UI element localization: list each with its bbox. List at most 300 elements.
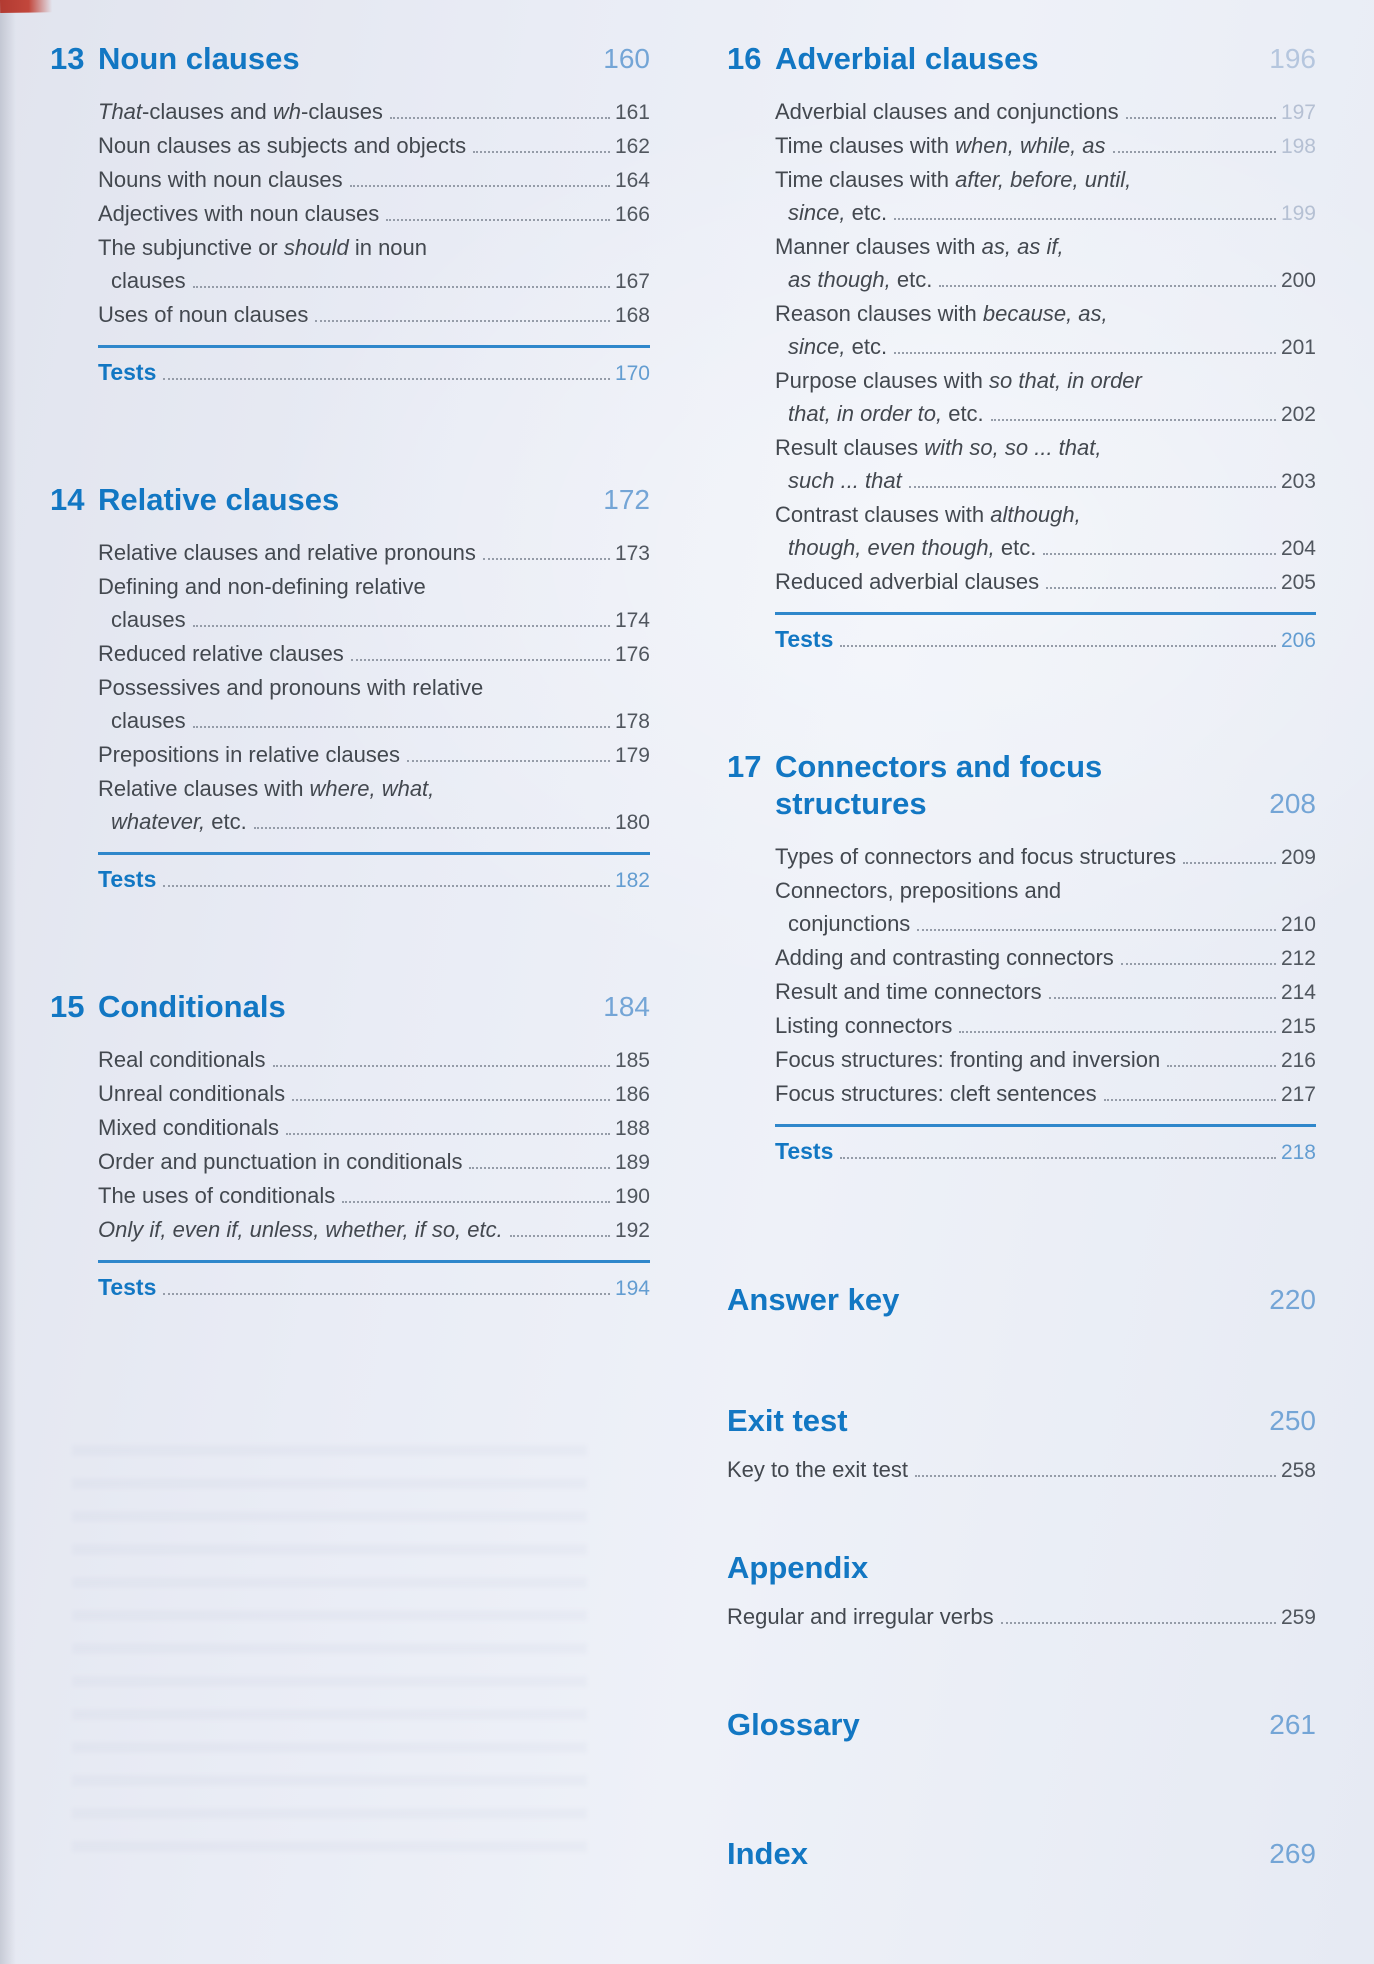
toc-entry xyxy=(775,874,1316,941)
text-segment: that, in order to, xyxy=(788,401,943,426)
text-segment: where, what, xyxy=(309,776,435,801)
entry-text xyxy=(98,570,426,603)
dot-leader xyxy=(909,486,1276,488)
dot-leader xyxy=(163,378,610,380)
entry-text xyxy=(98,1111,279,1144)
backmatter-exit-test xyxy=(727,1402,1316,1487)
text-segment: etc. xyxy=(205,809,247,834)
entry-page: 185 xyxy=(614,1049,650,1072)
entry-text xyxy=(788,397,984,430)
entry-line xyxy=(98,1145,650,1179)
dot-leader xyxy=(1183,862,1276,864)
tests-section xyxy=(98,852,650,893)
entry-text xyxy=(98,738,400,771)
backmatter-title: Exit test xyxy=(727,1403,848,1438)
entry-page: 178 xyxy=(614,710,650,733)
entry-page: 186 xyxy=(614,1083,650,1106)
dot-leader xyxy=(1049,997,1276,999)
toc-entry xyxy=(98,738,650,772)
chapter-entries xyxy=(775,95,1316,599)
dot-leader xyxy=(315,320,610,322)
text-segment: clauses xyxy=(111,268,186,293)
toc-entry xyxy=(98,536,650,570)
text-segment: etc. xyxy=(890,267,933,292)
dot-leader xyxy=(350,185,610,187)
entry-line xyxy=(775,95,1316,129)
entry-line xyxy=(98,570,650,603)
chapter-title xyxy=(98,40,650,77)
toc-entry xyxy=(98,197,650,231)
dot-leader xyxy=(1043,553,1276,555)
text-segment: in noun xyxy=(348,235,428,260)
backmatter-page: 269 xyxy=(1269,1838,1316,1869)
toc-column-left xyxy=(50,40,650,1872)
text-segment: because, as, xyxy=(982,301,1108,326)
chapter-page: 208 xyxy=(1269,788,1316,819)
dot-leader xyxy=(510,1235,610,1237)
chapter-title xyxy=(98,481,650,518)
toc-entry xyxy=(727,1600,1316,1634)
text-segment: when, while, as xyxy=(955,133,1106,158)
dot-leader xyxy=(1001,1622,1276,1624)
dot-leader xyxy=(1104,1099,1276,1101)
chapter-entries xyxy=(98,95,650,332)
dot-leader xyxy=(473,151,610,153)
dot-leader xyxy=(193,625,610,627)
text-segment: though, even though, xyxy=(788,535,995,560)
entry-line xyxy=(98,637,650,671)
text-segment: Uses of noun clauses xyxy=(98,302,309,327)
toc-column-right xyxy=(727,40,1316,1872)
text-segment: Relative clauses with xyxy=(98,776,310,801)
dot-leader xyxy=(193,286,610,288)
toc-entry xyxy=(98,570,650,637)
toc-entry xyxy=(98,95,650,129)
text-segment: Mixed conditionals xyxy=(98,1115,279,1140)
entry-page: 188 xyxy=(614,1117,650,1140)
toc-entry xyxy=(98,1077,650,1111)
entry-text xyxy=(788,907,910,940)
text-segment: Connectors, prepositions and xyxy=(775,878,1062,903)
toc-entry xyxy=(775,498,1316,565)
text-segment: etc. xyxy=(845,334,888,359)
entry-line xyxy=(775,975,1316,1009)
entry-text xyxy=(775,364,1142,397)
text-segment: Possessives and pronouns with relative xyxy=(98,675,484,700)
dot-leader xyxy=(407,760,610,762)
text-segment: etc. xyxy=(942,401,984,426)
entry-text xyxy=(111,264,186,297)
chapter-title xyxy=(775,40,1316,77)
entry-line xyxy=(98,298,650,332)
entry-text xyxy=(98,536,476,569)
chapter-number: 15 xyxy=(50,989,85,1024)
tests-label: Tests xyxy=(775,1138,834,1164)
entry-text xyxy=(788,263,932,296)
entry-text xyxy=(775,874,1061,907)
entry-line xyxy=(98,772,650,805)
toc-entry xyxy=(98,129,650,163)
entry-text xyxy=(788,464,902,497)
text-segment: as, as if, xyxy=(981,234,1064,259)
text-segment: Adjectives with noun clauses xyxy=(98,201,380,226)
toc-entry xyxy=(775,163,1316,230)
backmatter-heading xyxy=(727,1402,1316,1439)
entry-page: 179 xyxy=(614,744,650,767)
text-segment: with so, so ... that, xyxy=(924,435,1102,460)
text-segment: The uses of conditionals xyxy=(98,1183,336,1208)
toc-entry xyxy=(775,840,1316,874)
backmatter-entries xyxy=(727,1600,1316,1634)
chapter-13 xyxy=(50,40,650,386)
dot-leader xyxy=(915,1475,1276,1477)
entry-page: 166 xyxy=(614,203,650,226)
entry-page: 203 xyxy=(1280,470,1316,493)
dot-leader xyxy=(991,419,1276,421)
entry-line xyxy=(98,1213,650,1247)
text-segment: whatever, xyxy=(111,809,206,834)
entry-line xyxy=(775,431,1316,464)
entry-text xyxy=(727,1453,908,1486)
entry-page: 201 xyxy=(1280,336,1316,359)
toc-entry xyxy=(98,1179,650,1213)
chapter-entries xyxy=(775,840,1316,1111)
entry-text xyxy=(98,1213,503,1246)
backmatter-entries xyxy=(727,1453,1316,1487)
tests-row xyxy=(775,1138,1316,1165)
text-segment: clauses xyxy=(111,708,186,733)
entry-text xyxy=(98,298,308,331)
tests-label: Tests xyxy=(775,626,834,652)
entry-line xyxy=(775,129,1316,163)
entry-page: 199 xyxy=(1280,202,1316,225)
entry-page: 214 xyxy=(1280,981,1316,1004)
text-segment: Only if, even if, unless, whether, if so, etc. xyxy=(98,1217,503,1242)
entry-page: 204 xyxy=(1280,537,1316,560)
entry-text xyxy=(98,1077,285,1110)
entry-text xyxy=(98,95,383,128)
tests-section xyxy=(775,612,1316,653)
chapter-page: 196 xyxy=(1269,43,1316,74)
entry-page: 162 xyxy=(614,135,650,158)
entry-line xyxy=(98,129,650,163)
dot-leader xyxy=(1113,151,1276,153)
text-segment: Reduced adverbial clauses xyxy=(775,569,1040,594)
entry-line xyxy=(775,840,1316,874)
text-segment: Nouns with noun clauses xyxy=(98,167,343,192)
entry-text xyxy=(775,297,1108,330)
entry-line xyxy=(775,397,1316,431)
entry-text xyxy=(775,431,1102,464)
chapter-entries xyxy=(98,1043,650,1247)
entry-page: 167 xyxy=(614,270,650,293)
entry-page: 215 xyxy=(1280,1015,1316,1038)
backmatter-appendix xyxy=(727,1549,1316,1634)
text-segment: since, xyxy=(788,200,846,225)
entry-text xyxy=(98,129,466,162)
entry-page: 176 xyxy=(614,643,650,666)
text-segment: That xyxy=(98,99,143,124)
toc-entry xyxy=(775,1009,1316,1043)
entry-text xyxy=(775,840,1176,873)
toc-entry xyxy=(775,230,1316,297)
entry-page: 192 xyxy=(614,1219,650,1242)
entry-text xyxy=(111,704,186,737)
entry-text xyxy=(775,1043,1160,1076)
text-segment: since, xyxy=(788,334,846,359)
chapter-entries xyxy=(98,536,650,839)
chapter-title-line: Relative clauses xyxy=(98,482,340,517)
dot-leader xyxy=(959,1031,1276,1033)
entry-page: 259 xyxy=(1280,1606,1316,1629)
entry-line xyxy=(727,1453,1316,1487)
backmatter-page: 220 xyxy=(1269,1284,1316,1315)
dot-leader xyxy=(894,352,1276,354)
text-segment: Time clauses with xyxy=(775,167,956,192)
dot-leader xyxy=(163,885,610,887)
entry-line xyxy=(98,1179,650,1213)
text-segment: etc. xyxy=(845,200,888,225)
dot-leader xyxy=(840,645,1276,647)
text-segment: Regular and irregular verbs xyxy=(727,1604,994,1629)
tests-page: 170 xyxy=(614,362,650,385)
tests-section xyxy=(98,345,650,386)
entry-text xyxy=(775,95,1119,128)
entry-text xyxy=(727,1600,994,1633)
entry-page: 174 xyxy=(614,609,650,632)
entry-page: 217 xyxy=(1280,1083,1316,1106)
entry-page: 200 xyxy=(1280,269,1316,292)
entry-line xyxy=(98,704,650,738)
text-segment: Real conditionals xyxy=(98,1047,266,1072)
chapter-heading xyxy=(50,988,650,1025)
entry-text xyxy=(98,163,343,196)
entry-line xyxy=(98,1077,650,1111)
entry-page: 202 xyxy=(1280,403,1316,426)
entry-line xyxy=(98,603,650,637)
entry-text xyxy=(775,1009,952,1042)
chapter-title-line: structures xyxy=(775,786,927,821)
entry-line xyxy=(98,1111,650,1145)
backmatter-title: Glossary xyxy=(727,1707,860,1742)
text-segment: Listing connectors xyxy=(775,1013,953,1038)
text-segment: after, before, until, xyxy=(955,167,1132,192)
entry-text xyxy=(98,1145,462,1178)
toc-entry xyxy=(775,975,1316,1009)
text-segment: wh xyxy=(272,99,302,124)
dot-leader xyxy=(840,1157,1276,1159)
text-segment: Focus structures: cleft sentences xyxy=(775,1081,1097,1106)
tests-label: Tests xyxy=(98,866,157,892)
entry-line xyxy=(98,1043,650,1077)
entry-text xyxy=(775,1077,1097,1110)
dot-leader xyxy=(254,827,610,829)
entry-line xyxy=(98,231,650,264)
text-segment: -clauses xyxy=(301,99,383,124)
text-segment: although, xyxy=(990,502,1081,527)
dot-leader xyxy=(1046,587,1276,589)
toc-entry xyxy=(98,671,650,738)
text-segment: The subjunctive or xyxy=(98,235,284,260)
dot-leader xyxy=(1167,1065,1276,1067)
text-segment: Purpose clauses with xyxy=(775,368,989,393)
entry-line xyxy=(775,196,1316,230)
text-segment: Defining and non-defining relative xyxy=(98,574,426,599)
dot-leader xyxy=(273,1065,610,1067)
entry-text xyxy=(788,196,887,229)
toc-entry xyxy=(98,1213,650,1247)
chapter-14 xyxy=(50,481,650,893)
toc-entry xyxy=(775,565,1316,599)
chapter-15 xyxy=(50,988,650,1301)
chapter-heading xyxy=(727,748,1316,822)
toc-entry xyxy=(727,1453,1316,1487)
entry-page: 168 xyxy=(614,304,650,327)
entry-line xyxy=(775,364,1316,397)
chapter-page: 184 xyxy=(603,991,650,1022)
chapter-title-line: Conditionals xyxy=(98,989,286,1024)
dot-leader xyxy=(386,219,610,221)
entry-text xyxy=(775,129,1106,162)
backmatter-heading xyxy=(727,1706,1316,1743)
dot-leader xyxy=(342,1201,610,1203)
dot-leader xyxy=(894,218,1276,220)
tests-page: 218 xyxy=(1280,1141,1316,1164)
entry-page: 216 xyxy=(1280,1049,1316,1072)
text-segment: Manner clauses with xyxy=(775,234,982,259)
entry-text xyxy=(98,772,434,805)
tests-section xyxy=(98,1260,650,1301)
dot-leader xyxy=(390,117,610,119)
entry-line xyxy=(775,1043,1316,1077)
entry-page: 164 xyxy=(614,169,650,192)
entry-text xyxy=(775,230,1064,263)
entry-line xyxy=(775,941,1316,975)
toc-entry xyxy=(98,231,650,298)
tests-row xyxy=(775,626,1316,653)
chapter-number: 17 xyxy=(727,749,762,784)
text-segment: Result clauses xyxy=(775,435,925,460)
toc-entry xyxy=(775,364,1316,431)
text-segment: should xyxy=(283,235,349,260)
backmatter-heading xyxy=(727,1549,1316,1586)
entry-page: 258 xyxy=(1280,1459,1316,1482)
toc-entry xyxy=(775,95,1316,129)
backmatter-page: 261 xyxy=(1269,1709,1316,1740)
dot-leader xyxy=(163,1293,610,1295)
chapter-heading xyxy=(50,481,650,518)
dot-leader xyxy=(351,659,610,661)
backmatter-index xyxy=(727,1835,1316,1872)
dot-leader xyxy=(1126,117,1276,119)
entry-text xyxy=(98,231,427,264)
entry-line xyxy=(98,536,650,570)
entry-page: 212 xyxy=(1280,947,1316,970)
chapter-number: 16 xyxy=(727,41,762,76)
entry-line xyxy=(775,531,1316,565)
backmatter-heading xyxy=(727,1281,1316,1318)
backmatter-answer-key xyxy=(727,1281,1316,1318)
text-segment: Reason clauses with xyxy=(775,301,983,326)
backmatter-page: 250 xyxy=(1269,1405,1316,1436)
text-segment: Focus structures: fronting and inversion xyxy=(775,1047,1161,1072)
entry-page: 209 xyxy=(1280,846,1316,869)
entry-text xyxy=(775,975,1042,1008)
entry-line xyxy=(98,163,650,197)
entry-line xyxy=(775,874,1316,907)
toc-entry xyxy=(98,163,650,197)
entry-text xyxy=(775,498,1081,531)
entry-line xyxy=(727,1600,1316,1634)
dot-leader xyxy=(292,1099,610,1101)
entry-line xyxy=(775,163,1316,196)
chapter-17 xyxy=(727,748,1316,1165)
text-segment: Prepositions in relative clauses xyxy=(98,742,401,767)
toc-entry xyxy=(775,129,1316,163)
entry-page: 198 xyxy=(1280,135,1316,158)
toc-entry xyxy=(98,298,650,332)
toc-entry xyxy=(98,637,650,671)
entry-text xyxy=(111,805,247,838)
chapter-title-line: Noun clauses xyxy=(98,41,300,76)
chapter-heading xyxy=(50,40,650,77)
tests-label: Tests xyxy=(98,1274,157,1300)
chapter-heading xyxy=(727,40,1316,77)
dot-leader xyxy=(483,558,610,560)
text-segment: Order and punctuation in conditionals xyxy=(98,1149,463,1174)
tests-section xyxy=(775,1124,1316,1165)
tests-page: 182 xyxy=(614,869,650,892)
entry-line xyxy=(775,297,1316,330)
chapter-number: 14 xyxy=(50,482,85,517)
entry-text xyxy=(98,671,483,704)
backmatter-glossary xyxy=(727,1706,1316,1743)
text-segment: Adding and contrasting connectors xyxy=(775,945,1114,970)
toc-entry xyxy=(775,941,1316,975)
text-segment: as though, xyxy=(788,267,891,292)
entry-line xyxy=(98,197,650,231)
chapter-title-line: Connectors and focus xyxy=(775,749,1103,784)
entry-line xyxy=(775,330,1316,364)
text-segment: Adverbial clauses and conjunctions xyxy=(775,99,1119,124)
entry-text xyxy=(111,603,186,636)
entry-line xyxy=(98,738,650,772)
dot-leader xyxy=(286,1133,610,1135)
dot-leader xyxy=(917,929,1276,931)
entry-page: 189 xyxy=(614,1151,650,1174)
chapter-title xyxy=(98,988,650,1025)
tests-page: 194 xyxy=(614,1277,650,1300)
tests-row xyxy=(98,1274,650,1301)
text-segment: Types of connectors and focus structures xyxy=(775,844,1177,869)
toc-entry xyxy=(98,772,650,839)
entry-text xyxy=(788,531,1036,564)
text-segment: Time clauses with xyxy=(775,133,956,158)
entry-page: 210 xyxy=(1280,913,1316,936)
entry-line xyxy=(98,95,650,129)
tests-page: 206 xyxy=(1280,629,1316,652)
chapter-number: 13 xyxy=(50,41,85,76)
entry-line xyxy=(775,230,1316,263)
entry-text xyxy=(98,637,344,670)
chapter-16 xyxy=(727,40,1316,653)
entry-line xyxy=(98,264,650,298)
text-segment: conjunctions xyxy=(788,911,911,936)
toc-entry xyxy=(775,431,1316,498)
toc-entry xyxy=(98,1043,650,1077)
backmatter-title: Index xyxy=(727,1836,808,1871)
entry-page: 173 xyxy=(614,542,650,565)
